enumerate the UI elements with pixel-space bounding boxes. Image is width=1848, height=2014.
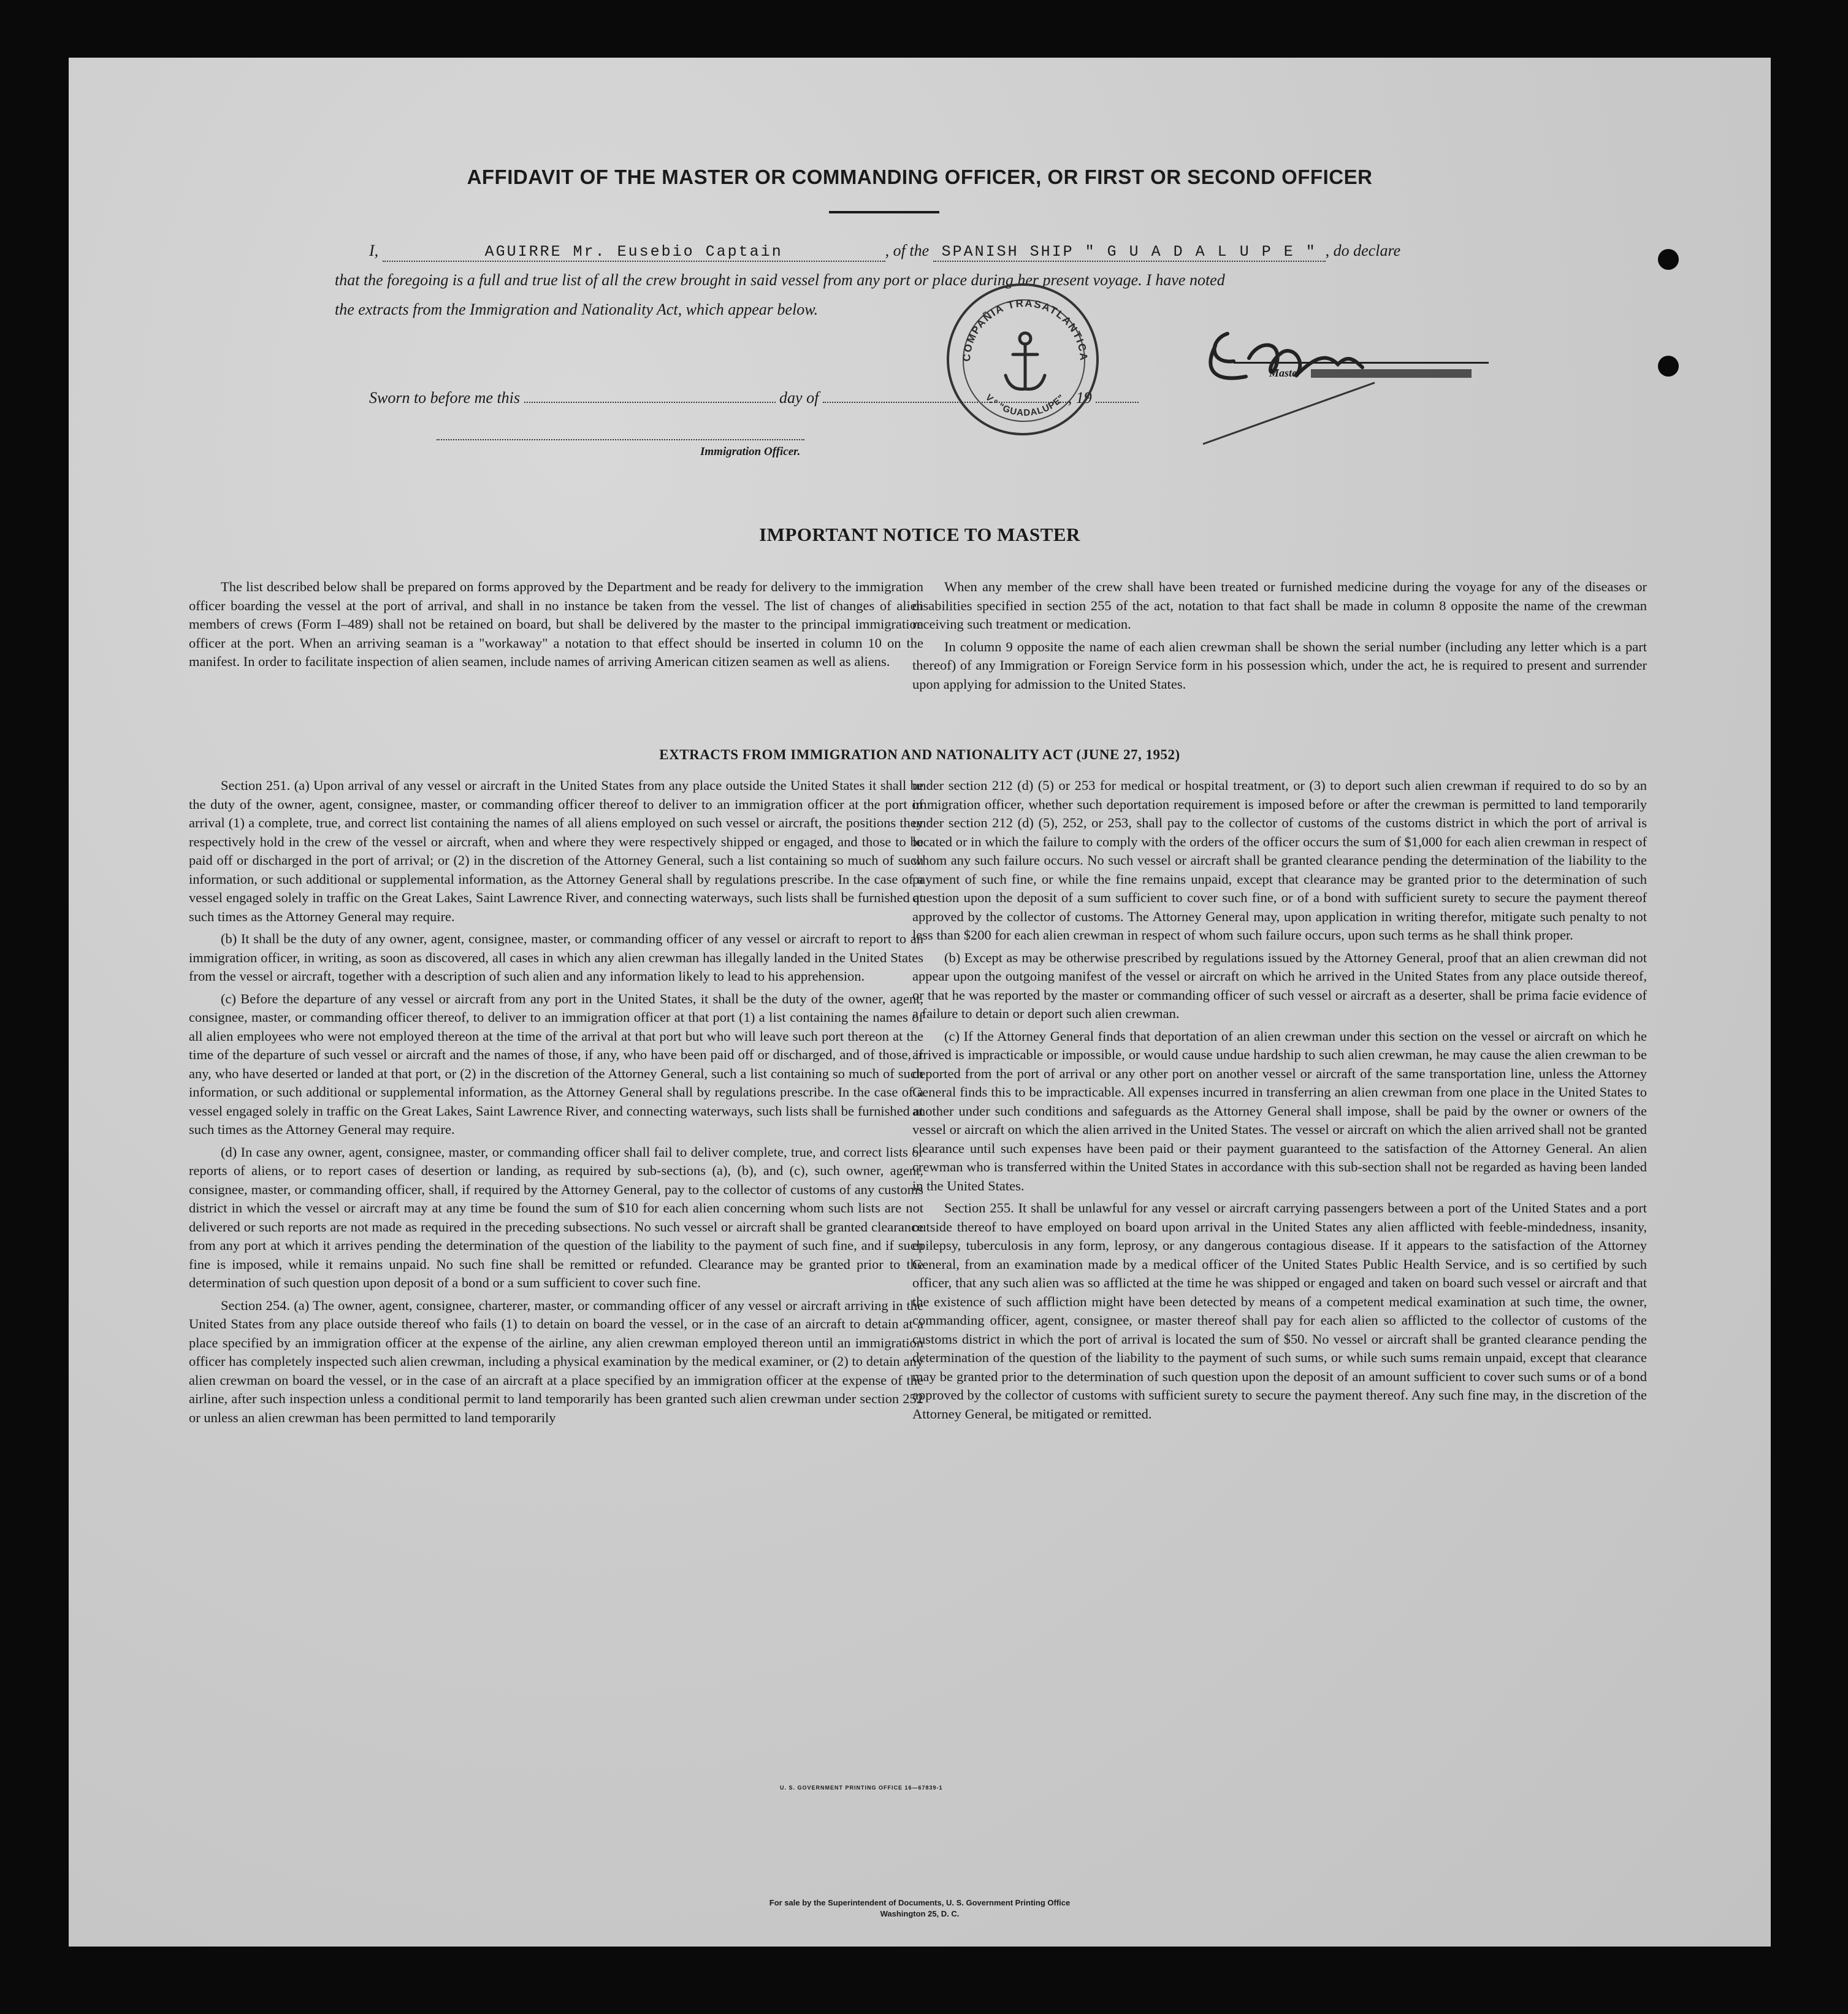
- master-label: Master: [1269, 367, 1302, 379]
- officer-name-field: [383, 242, 885, 262]
- company-seal-stamp: [947, 283, 1099, 435]
- act-section-paragraph: Section 254. (a) The owner, agent, consignee, charterer, master, or commanding officer of any vessel or aircraft arriving in the United States from any place outside thereof who fails (1) to detain on board the vessel, or in the case of an aircraft to detain at a place specified by an immigration officer at the expense of the airline, any alien crewman employed thereon until an immigration officer has completely inspected such alien crewman, including a physical examination by the medical examiner, or (2) to detain any alien crewman on board the vessel, or in the case of an aircraft at a place specified by an immigration officer at the expense of the airline, after such inspection unless a conditional permit to land temporarily has been granted such alien crewman under section 252 or unless an alien crewman has been permitted to land temporarily: [189, 1297, 923, 1425]
- anchor-icon: [1006, 333, 1045, 389]
- act-section-paragraph: (c) If the Attorney General finds that deportation of an alien crewman under this section on the vessel or aircraft on which he arrived is impracticable or impossible, or would cause undue hardship to such alien crewman, he may cause the alien crewman to be deported from the port of arrival or any other port on another vessel or aircraft of the same transportation line, unless the Attorney General finds this to be impracticable. All expenses incurred in transferring an alien crewman from one place in the United States to another under such conditions and safeguards as the Attorney General shall impose, shall be paid by the owner or owners of the vessel or aircraft on which the alien arrived in the United States. The vessel or aircraft on which the alien arrived shall not be granted clearance until such expenses have been paid or their payment guaranteed to the satisfaction of the Attorney General. An alien crewman who is transferred within the United States in accordance with this sub-section shall not be regarded as having been landed in the United States.: [912, 1028, 1647, 1193]
- struck-out-text: [1311, 369, 1472, 378]
- act-section-paragraph: under section 212 (d) (5) or 253 for medical or hospital treatment, or (3) to deport such alien crewman if required to do so by an immigration officer, whether such deportation requirement is imposed before or after the crewman is permitted to land temporarily under section 212 (d) (5), 252, or 253, shall pay to the collector of customs of the customs district in which the port of arrival is located or in which the failure to comply with the orders of the officer occurs the sum of $1,000 for each alien crewman in respect of whom any such failure occurs. No such vessel or aircraft shall be granted clearance pending the determination of the liability to the payment of such fine, or while the fine remains unpaid, except that clearance may be granted prior to the determination of such question upon the deposit of a sum sufficient to cover such fine, or of a bond with sufficient surety to secure the payment thereof approved by the collector of customs. The Attorney General may, upon application in writing therefor, mitigate such penalty to not less than $200 for each alien crewman in respect of whom such failure occurs, upon such terms as he shall think proper.: [912, 778, 1647, 943]
- of-the-label: , of the: [885, 242, 930, 259]
- sale-notice: [69, 1897, 1771, 1920]
- master-signature: [1191, 309, 1448, 456]
- notice-right-column: [912, 578, 1647, 697]
- officer-name: AGUIRRE Mr. Eusebio Captain: [484, 243, 783, 261]
- declaration-line-2: that the foregoing is a full and true list of all the crew brought in said vessel from any port or place during her present voyage. I have noted: [335, 271, 1225, 289]
- act-section-paragraph: Section 255. It shall be unlawful for any vessel or aircraft carrying passengers between a port of the United States and a port outside thereof to have employed on board upon arrival in the United States any alien afflicted with feeble-mindedness, insanity, epilepsy, tuberculosis in any form, leprosy, or any dangerous contagious disease. If it appears to the satisfaction of the Attorney General, from an examination made by a medical officer of the United States Public Health Service, and is so certified by such officer, that any such alien was so afflicted at the time he was shipped or engaged and taken on board such vessel or aircraft and that the existence of such affliction might have been detected by means of a competent medical examination at such time, the owner, commanding officer, agent, consignee, or master thereof shall pay for each alien so afflicted to the collector of customs of the customs district in which the port of arrival is located the sum of $50. No vessel or aircraft shall be granted clearance pending the determination of the question of the liability to the payment of such sums, or while such sums remain unpaid, except that clearance may be granted prior to the determination of such question upon the deposit of an amount sufficient to cover such sums or of a bond approved by the collector of customs with sufficient surety to secure the payment thereof. Any such fine may, in the discretion of the Attorney General, be mitigated or remitted.: [912, 1200, 1647, 1422]
- seal-graphic: [949, 286, 1101, 438]
- declaration-pronoun: I,: [369, 242, 379, 259]
- declaration-line-1: [369, 242, 1602, 262]
- year-label: , 19: [1067, 389, 1092, 407]
- officer-signature-line: [437, 439, 804, 440]
- document-page: [69, 58, 1771, 1947]
- notice-paragraph: The list described below shall be prepared on forms approved by the Department and be ready for delivery to the immigration officer boarding the vessel at the port of arrival, and shall in no instance be taken from the vessel. The list of changes of alien members of crews (Form I–489) shall not be retained on board, but shall be delivered by the master to the principal immigration officer at the port. When an arriving seaman is a "workaway" a notation to that effect should be inserted in column 10 on the manifest. In order to facilitate inspection of alien seamen, include names of arriving American citizen seamen as well as aliens.: [189, 579, 923, 669]
- immigration-officer-label: Immigration Officer.: [700, 445, 801, 458]
- sworn-label: Sworn to before me this: [369, 389, 521, 407]
- notice-paragraph: In column 9 opposite the name of each alien crewman shall be shown the serial number (including any letter which is a part thereof) of any Immigration or Foreign Service form in his possession which, under the act, he is required to present and surrender upon applying for admission to the United States.: [912, 638, 1647, 692]
- do-declare-label: , do declare: [1325, 242, 1401, 259]
- declaration-line-3: the extracts from the Immigration and Nationality Act, which appear below.: [335, 301, 819, 318]
- sworn-day-field: [524, 402, 776, 403]
- vessel-name-field: [933, 242, 1326, 262]
- extracts-left-column: [189, 776, 923, 1431]
- svg-text:V.º "GUADALUPE": [983, 392, 1067, 418]
- extracts-right-column: [912, 776, 1647, 1427]
- signature-line: [1234, 362, 1489, 364]
- notice-paragraph: When any member of the crew shall have been treated or furnished medicine during the voyage for any of the diseases or disabilities specified in section 255 of the act, notation to that fact shall be made in column 8 opposite the name of the crewman receiving such treatment or medication.: [912, 579, 1647, 632]
- act-section-paragraph: (b) Except as may be otherwise prescribed by regulations issued by the Attorney General, proof that an alien crewman did not appear upon the outgoing manifest of the vessel or aircraft on which he arrived in the United States from any place outside thereof, or that he was reported by the master or commanding officer of such vessel or aircraft as a deserter, shall be prima facie evidence of a failure to detain or deport such alien crewman.: [912, 949, 1647, 1021]
- act-section-paragraph: (d) In case any owner, agent, consignee, master, or commanding officer shall fail to deliver complete, true, and correct lists or reports of aliens, or to report cases of desertion or landing, as required by sub-sections (a), (b), and (c), such owner, agent, consignee, master, or commanding officer, shall, if required by the Attorney General, pay to the collector of customs of any customs district in which the vessel or aircraft may at any time be found the sum of $10 for each alien concerning whom such lists are not delivered or such reports are not made as required in the preceding subsections. No such vessel or aircraft shall be granted clearance from any port at which it arrives pending the determination of the question of the liability to the payment of such fine, and if such fine is imposed, while it remains unpaid. No such fine shall be remitted or refunded. Clearance may be granted prior to the determination of such question upon deposit of a bond or a sum sufficient to cover such fine.: [189, 1144, 923, 1290]
- act-section-paragraph: (c) Before the departure of any vessel or aircraft from any port in the United States, it shall be the duty of the owner, agent, consignee, master, or commanding officer thereof, to deliver to an immigration officer at that port (1) a list containing the names of all alien employees who were not employed thereon at the time of the arrival at that port but who will leave such port thereon at the time of the departure of such vessel or aircraft and the names of those, if any, who have been paid off or discharged, and of those, if any, who have deserted or landed at that port, or (2) in the discretion of the Attorney General, such a list containing so much of such information, or such additional or supplemental information, as the Attorney General shall by regulations prescribe. In the case of a vessel engaged solely in traffic on the Great Lakes, Saint Lawrence River, and connecting waterways, such lists shall be furnished at such times as the Attorney General may require.: [189, 990, 923, 1137]
- seal-top-text: COMPAÑIA TRASATLANTICA: [960, 297, 1090, 362]
- notice-title: IMPORTANT NOTICE TO MASTER: [759, 524, 1080, 545]
- affidavit-title: AFFIDAVIT OF THE MASTER OR COMMANDING OFFICER, OR FIRST OR SECOND OFFICER: [467, 166, 1373, 188]
- printing-office-imprint: U. S. GOVERNMENT PRINTING OFFICE 16—67839-1: [780, 1785, 943, 1791]
- vessel-name: SPANISH SHIP " G U A D A L U P E ": [941, 243, 1317, 261]
- title-divider: [829, 211, 939, 213]
- act-section-paragraph: (b) It shall be the duty of any owner, agent, consignee, master, or commanding officer of any vessel or aircraft to report to an immigration officer, in writing, as soon as discovered, all cases in which any alien crewman has illegally landed in the United States from the vessel or aircraft, together with a description of such alien and any information likely to lead to his apprehension.: [189, 931, 923, 984]
- punch-hole: [1658, 249, 1679, 270]
- sale-line-1: For sale by the Superintendent of Documents, U. S. Government Printing Office: [769, 1898, 1071, 1907]
- sworn-year-field: [1096, 402, 1139, 403]
- day-of-label: day of: [779, 389, 819, 407]
- extracts-title: EXTRACTS FROM IMMIGRATION AND NATIONALITY ACT (JUNE 27, 1952): [659, 747, 1180, 762]
- notice-left-column: [189, 578, 923, 675]
- act-section-paragraph: Section 251. (a) Upon arrival of any vessel or aircraft in the United States from any place outside the United States it shall be the duty of the owner, agent, consignee, master, or commanding officer thereof to deliver to an immigration officer at the port of arrival (1) a complete, true, and correct list containing the names of all aliens employed on such vessel or aircraft, the positions they respectively hold in the crew of the vessel or aircraft, when and where they were respectively shipped or engaged, and those to be paid off or discharged in the port of arrival; or (2) in the discretion of the Attorney General, such a list containing so much of such information, or such additional or supplemental information, as the Attorney General shall by regulations prescribe. In the case of a vessel engaged solely in traffic on the Great Lakes, Saint Lawrence River, and connecting waterways, such lists shall be furnished at such times as the Attorney General may require.: [189, 778, 923, 924]
- sale-line-2: Washington 25, D. C.: [880, 1909, 960, 1918]
- punch-hole: [1658, 356, 1679, 377]
- seal-bottom-text: V.º "GUADALUPE": [983, 392, 1067, 418]
